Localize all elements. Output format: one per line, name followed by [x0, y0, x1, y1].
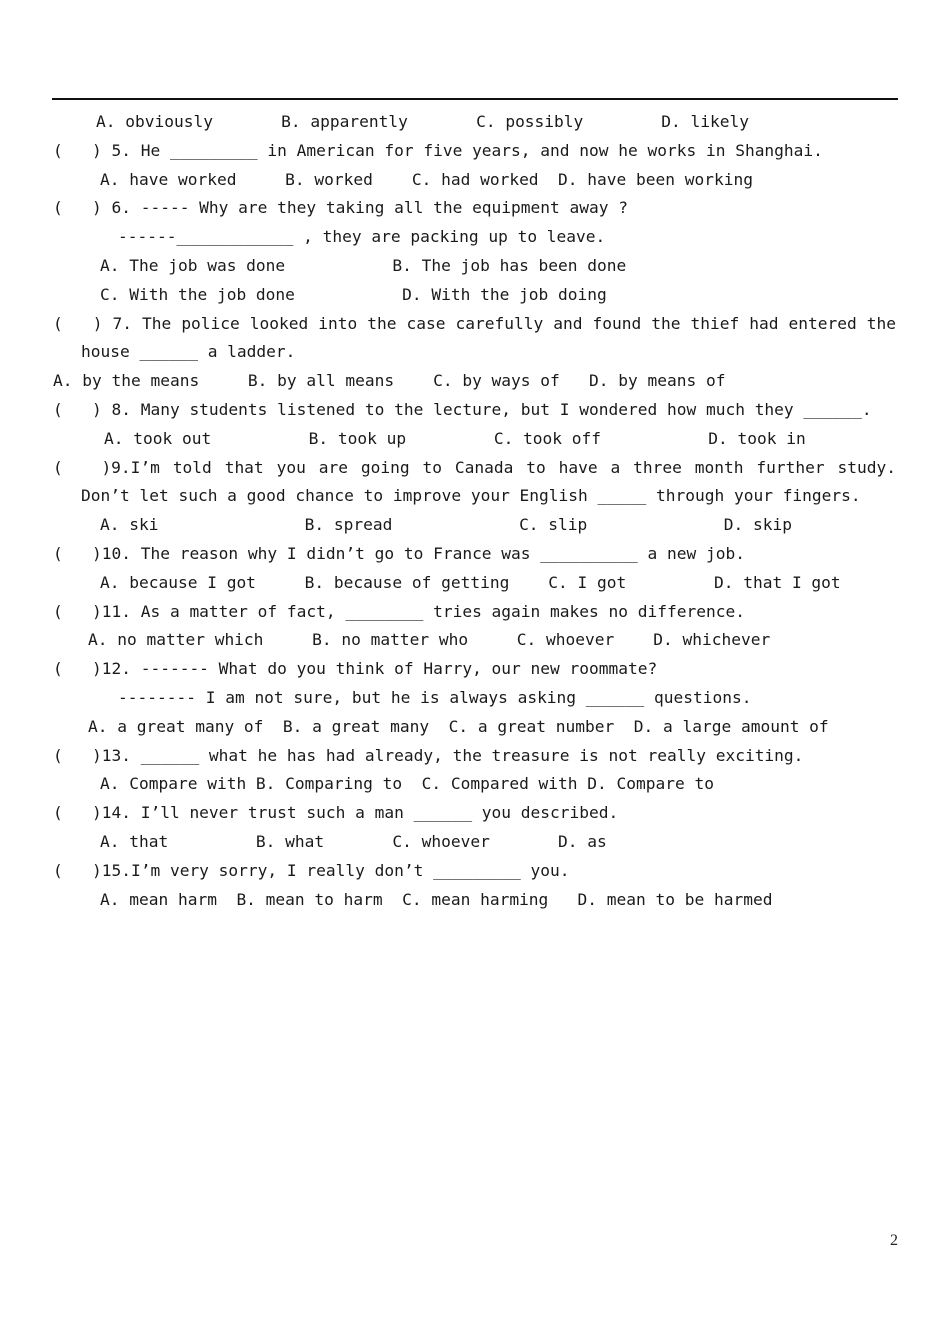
q14-options: A. that B. what C. whoever D. as	[100, 831, 607, 851]
q7-stem: ( ) 7. The police looked into the case carefully and found the thief had entered the	[53, 313, 896, 333]
q15-options: A. mean harm B. mean to harm C. mean harming D. mean to be harmed	[100, 889, 773, 909]
q12-options: A. a great many of B. a great many C. a great number D. a large amount of	[88, 716, 829, 736]
q4-options: A. obviously B. apparently C. possibly D. likely	[96, 112, 749, 131]
q13-stem: ( )13. ______ what he has had already, the treasure is not really exciting.	[53, 745, 804, 765]
q9-stem-cont: Don’t let such a good chance to improve your English _____ through your fingers.	[81, 486, 861, 506]
q8-stem: ( ) 8. Many students listened to the lecture, but I wondered how much they ______.	[53, 399, 872, 419]
header-rule	[52, 98, 898, 100]
q5-stem: ( ) 5. He _________ in American for five years, and now he works in Shanghai.	[53, 140, 823, 160]
q9-options: A. ski B. spread C. slip D. skip	[100, 515, 792, 535]
q5-options: A. have worked B. worked C. had worked D. have been working	[100, 169, 753, 189]
q6-options-ab: A. The job was done B. The job has been done	[100, 255, 627, 275]
q12-stem: ( )12. ------- What do you think of Harry, our new roommate?	[53, 659, 658, 679]
q6-stem: ( ) 6. ----- Why are they taking all the equipment away ?	[53, 198, 628, 218]
q14-stem: ( )14. I’ll never trust such a man ______ you described.	[53, 803, 619, 823]
q6-response: ------____________ , they are packing up to leave.	[118, 227, 606, 247]
q8-options: A. took out B. took up C. took off D. took in	[104, 428, 806, 448]
q13-options: A. Compare with B. Comparing to C. Compared with D. Compare to	[100, 774, 714, 794]
q11-options: A. no matter which B. no matter who C. whoever D. whichever	[88, 630, 771, 650]
q9-stem: ( )9.I’m told that you are going to Canada to have a three month further study.	[53, 457, 896, 477]
q15-stem: ( )15.I’m very sorry, I really don’t _________ you.	[53, 860, 570, 880]
q10-stem: ( )10. The reason why I didn’t go to France was __________ a new job.	[53, 543, 745, 563]
exam-questions	[0, 108, 950, 914]
page-number: 2	[890, 1232, 898, 1249]
q7-options: A. by the means B. by all means C. by ways of D. by means of	[53, 371, 726, 391]
q12-response: -------- I am not sure, but he is always asking ______ questions.	[118, 687, 752, 707]
q11-stem: ( )11. As a matter of fact, ________ tries again makes no difference.	[53, 601, 745, 621]
q10-options: A. because I got B. because of getting C. I got D. that I got	[100, 572, 841, 592]
q6-options-cd: C. With the job done D. With the job doing	[100, 284, 607, 304]
q7-stem-cont: house ______ a ladder.	[81, 342, 296, 362]
